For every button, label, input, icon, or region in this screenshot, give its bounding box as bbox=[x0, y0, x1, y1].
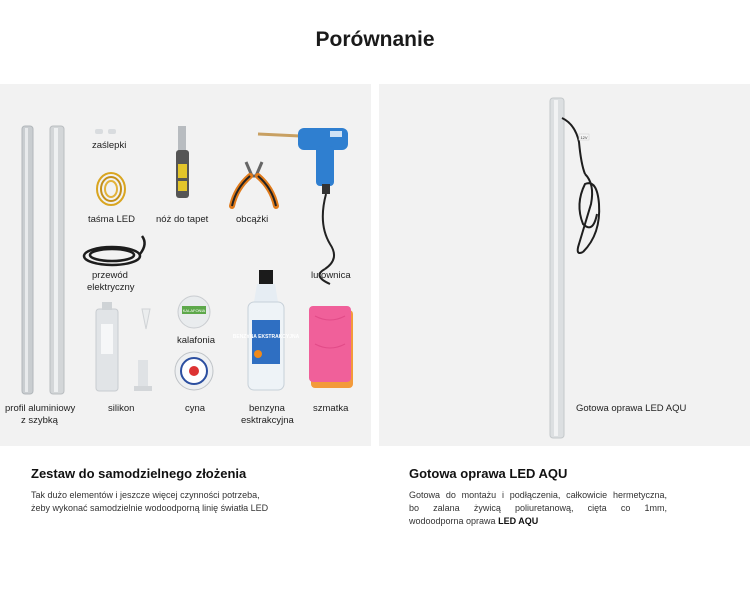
end-caps-icon bbox=[95, 129, 116, 134]
electrical-wire-icon bbox=[84, 236, 145, 265]
fixture-desc-product-name: LED AQU bbox=[498, 516, 539, 526]
label-solder: cyna bbox=[185, 403, 206, 414]
kit-desc-line1: Tak dużo elementów i jeszcze więcej czynności potrzeba, bbox=[31, 490, 260, 500]
kit-card-title: Zestaw do samodzielnego złożenia bbox=[31, 466, 247, 481]
led-strip-icon bbox=[97, 173, 125, 205]
utility-knife-icon bbox=[176, 126, 189, 198]
led-profile-icon bbox=[550, 98, 564, 438]
label-benzine-line1: benzyna bbox=[249, 403, 285, 414]
finished-fixture-panel bbox=[379, 84, 750, 446]
page-title: Porównanie bbox=[315, 28, 435, 51]
kit-illustration bbox=[0, 84, 371, 446]
fixture-desc-line3-prefix: wodoodporna oprawa bbox=[409, 516, 499, 526]
label-profile-line2: z szybką bbox=[21, 415, 58, 426]
kit-card-description bbox=[31, 489, 331, 515]
label-wire-line2: elektryczny bbox=[87, 282, 135, 293]
label-soldering-iron: lutownica bbox=[311, 270, 351, 281]
cloth-icon bbox=[309, 306, 353, 388]
label-wire-line1: przewód bbox=[92, 270, 128, 281]
silicone-tube-icon bbox=[96, 302, 118, 391]
aluminium-profile-icon bbox=[22, 126, 64, 394]
pliers-icon bbox=[232, 162, 276, 206]
benzine-bottle-icon bbox=[248, 270, 284, 390]
label-caps: zaślepki bbox=[92, 140, 127, 151]
label-finished-fixture: Gotowa oprawa LED AQU bbox=[576, 403, 687, 414]
soldering-gun-icon bbox=[258, 128, 348, 284]
nozzle-icon bbox=[134, 309, 152, 391]
label-benzine-line2: esktrakcyjna bbox=[241, 415, 294, 426]
fixture-card-title: Gotowa oprawa LED AQU bbox=[409, 466, 568, 481]
rosin-label-text: KALAFONIA bbox=[182, 308, 206, 313]
label-led-strip: taśma LED bbox=[88, 214, 135, 225]
solder-spool-icon bbox=[175, 352, 213, 390]
cable-tag-text: 12V bbox=[580, 135, 588, 140]
label-cloth: szmatka bbox=[313, 403, 349, 414]
kit-image-panel bbox=[0, 84, 371, 446]
label-knife: nóż do tapet bbox=[156, 214, 209, 225]
bottle-label-text: BENZYNA EKSTRAKCYJNA bbox=[232, 334, 300, 340]
label-pliers: obcążki bbox=[236, 214, 269, 225]
fixture-card-description bbox=[409, 489, 667, 528]
label-silicone: silikon bbox=[108, 403, 135, 414]
fixture-desc-line3 bbox=[409, 515, 667, 528]
fixture-desc-line1: Gotowa do montażu i podłączenia, całkowicie hermetyczna, bbox=[409, 490, 667, 500]
label-rosin: kalafonia bbox=[177, 335, 216, 346]
label-profile-line1: profil aluminiowy bbox=[5, 403, 76, 414]
fixture-desc-line2: bo zalana żywicą poliuretanową, cięta co 1mm, bbox=[409, 503, 667, 513]
kit-desc-line2: żeby wykonać samodzielnie wodoodporną linię światła LED bbox=[31, 503, 269, 513]
finished-fixture-illustration bbox=[379, 84, 750, 446]
